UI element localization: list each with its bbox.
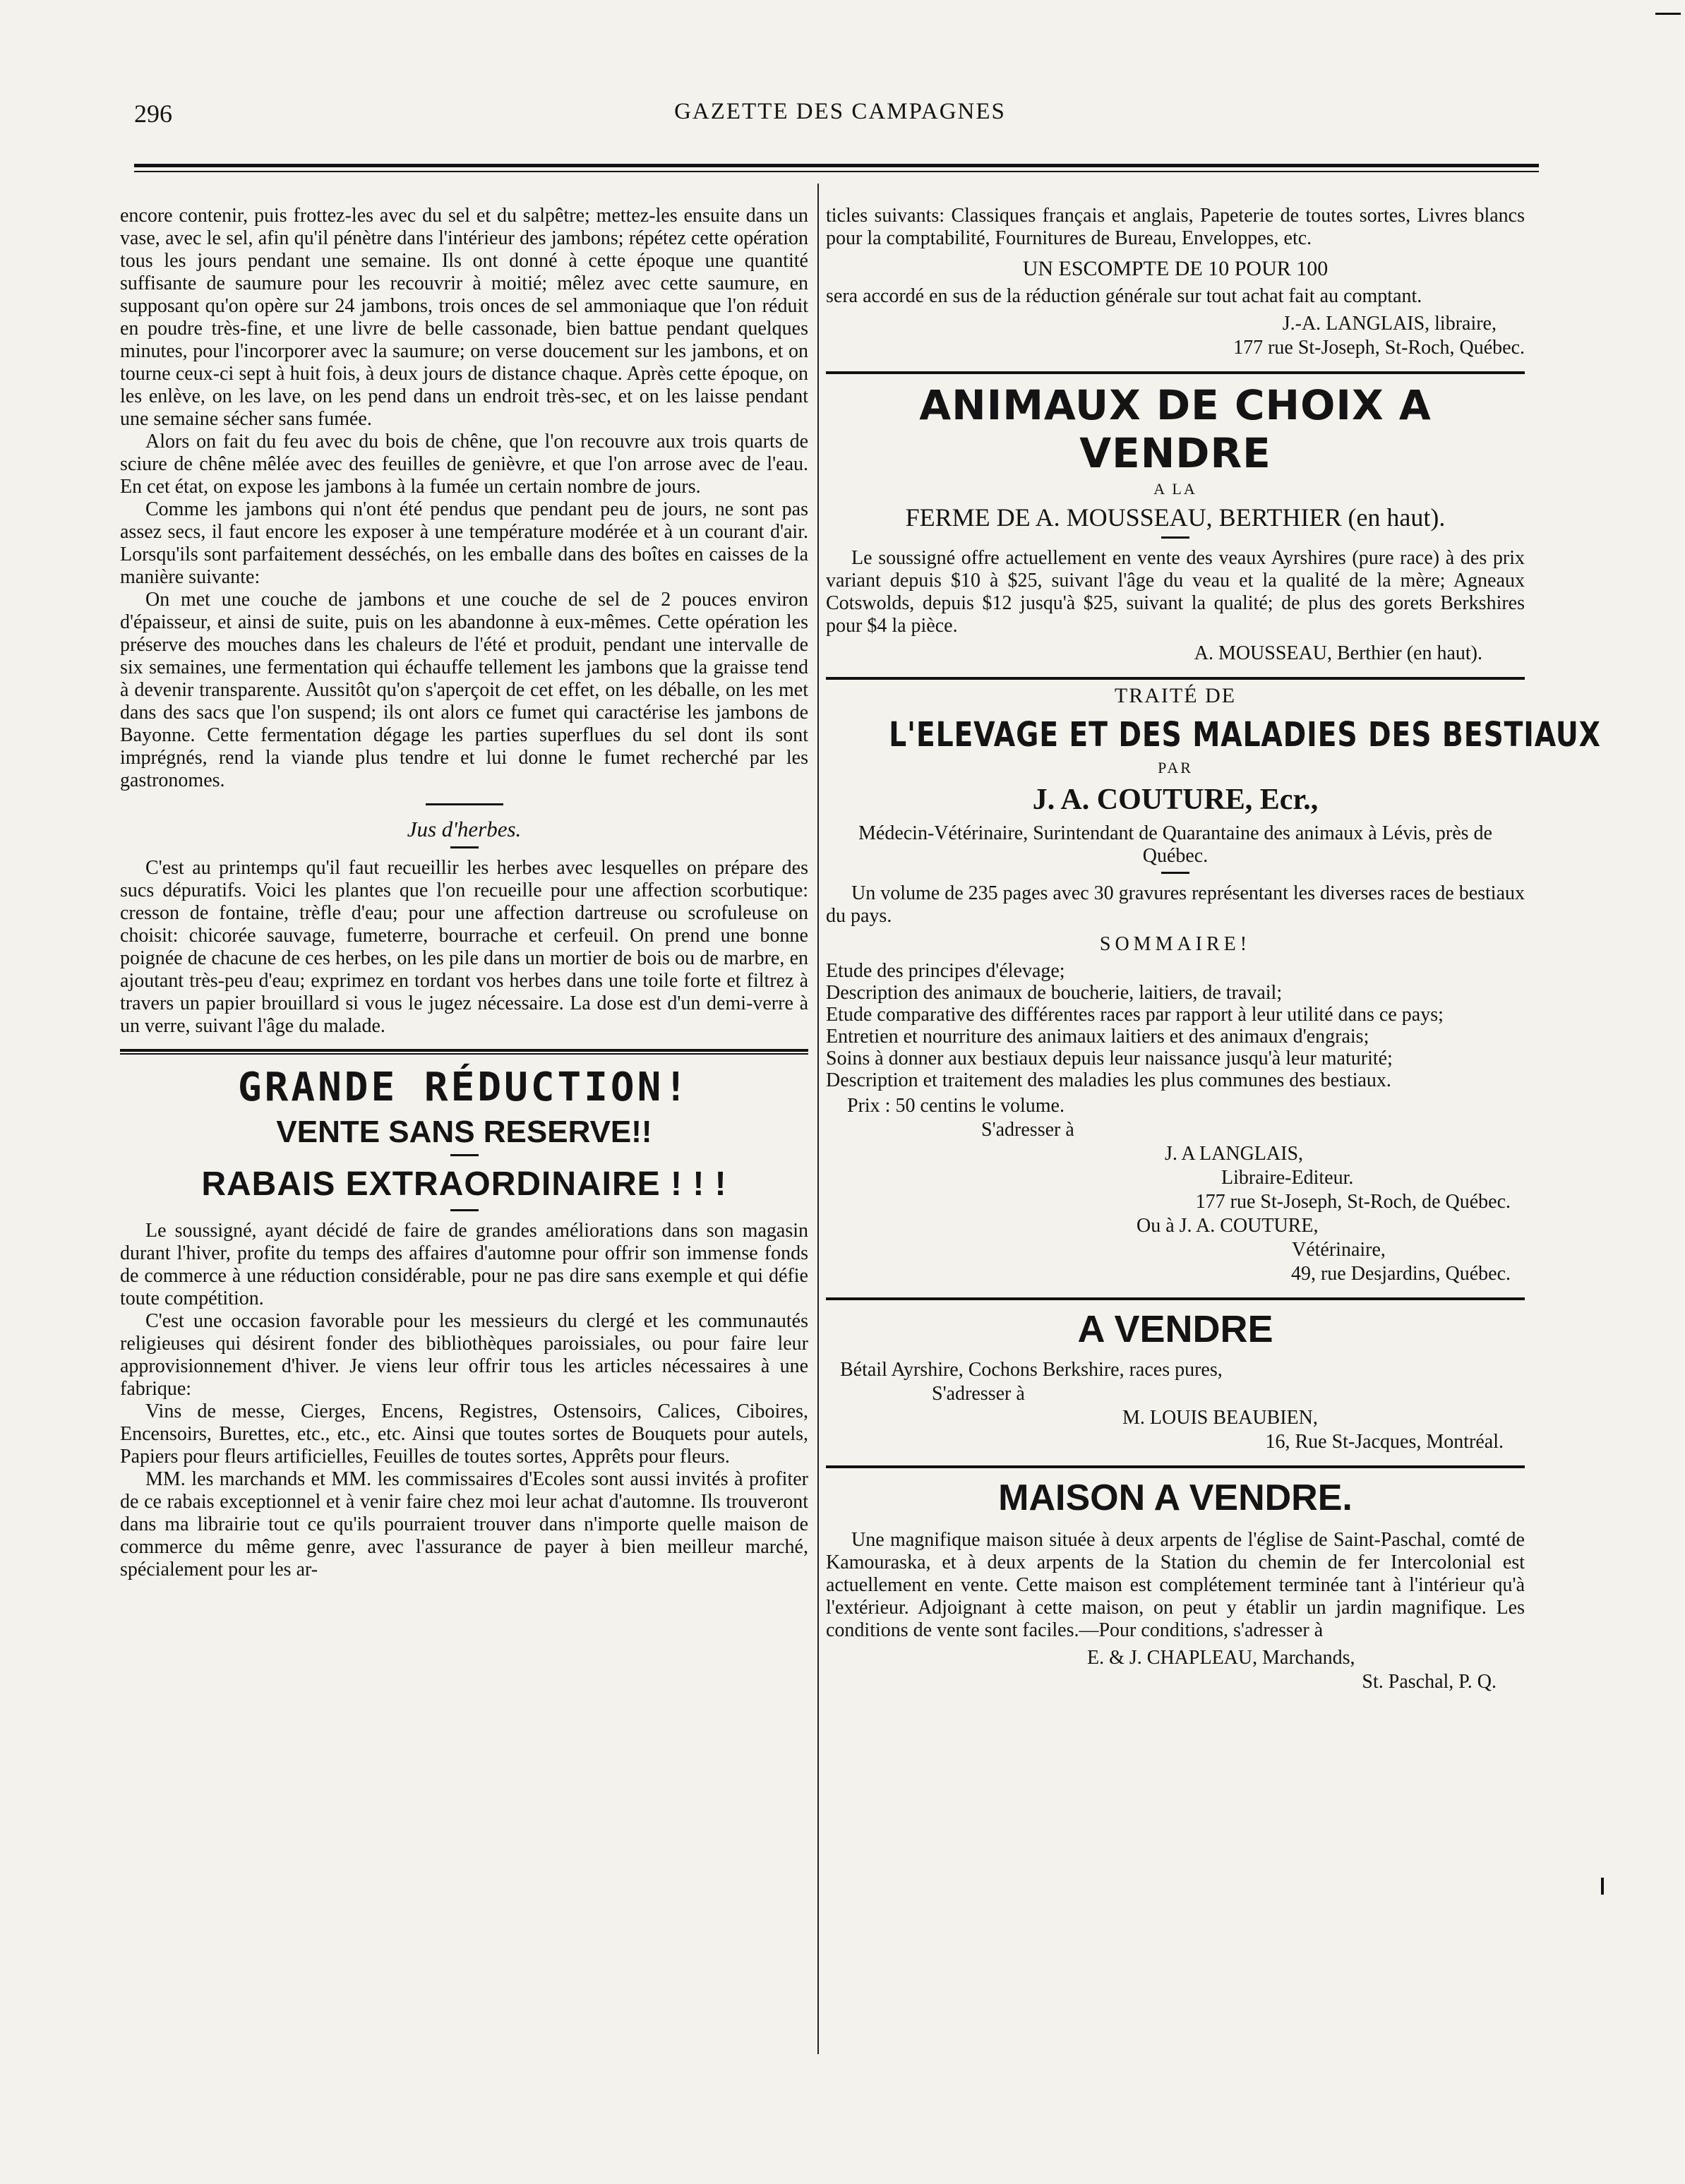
grande-reduction-dash	[450, 1154, 479, 1156]
traite-par: PAR	[1158, 759, 1193, 776]
animaux-a-la: A LA	[1153, 480, 1197, 498]
section-dash	[426, 803, 503, 805]
ham-paragraph-3: Comme les jambons qui n'ont été pendus que pendant peu de jours, ne sont pas assez secs, il faut encore les exposer à une température modérée et à un courant d'air. Lorsqu'ils sont parfaitement desséchés, on les emballe dans des boîtes en caisses de la manière suivante:	[120, 498, 808, 588]
traite-author-desc: Médecin-Vétérinaire, Surintendant de Quarantaine des animaux à Lévis, près de Québec.	[858, 822, 1492, 867]
continuation-text: ticles suivants: Classiques français et anglais, Papeterie de toutes sortes, Livres blancs pour la comptabilité, Fournitures de Bureau, Enveloppes, etc.	[826, 205, 1525, 249]
langlais-address: 177 rue St-Joseph, St-Roch, Québec.	[1233, 337, 1525, 359]
right-column	[826, 205, 1601, 1694]
traite-addr2-street: 49, rue Desjardins, Québec.	[1290, 1263, 1511, 1285]
sommaire-item: Soins à donner aux bestiaux depuis leur naissance jusqu'à leur maturité;	[826, 1048, 1393, 1069]
column-divider	[817, 184, 819, 2054]
sommaire-item: Etude des principes d'élevage;	[826, 960, 1065, 982]
traite-title: L'ELEVAGE ET DES MALADIES DES BESTIAUX	[889, 715, 1601, 755]
separator-rule	[826, 1297, 1525, 1300]
separator-rule	[120, 1049, 808, 1052]
separator-rule	[826, 1465, 1525, 1468]
sommaire-item: Etude comparative des différentes races par rapport à leur utilité dans ce pays;	[826, 1004, 1444, 1026]
running-title: GAZETTE DES CAMPAGNES	[674, 99, 1006, 124]
animaux-dash	[1161, 536, 1189, 539]
traite-volume: Un volume de 235 pages avec 30 gravures représentant les diverses races de bestiaux du pays.	[826, 882, 1525, 927]
margin-mark	[1601, 1878, 1604, 1895]
ham-paragraph-2: Alors on fait du feu avec du bois de chêne, que l'on recouvre aux trois quarts de sciure de chêne mêlée avec des feuilles de genièvre, et que l'on arrose avec de l'eau. En cet état, on expose les jambons à la fumée un certain nombre de jours.	[120, 431, 808, 498]
traite-addr1-name: J. A LANGLAIS,	[1165, 1143, 1304, 1165]
corner-mark	[1655, 13, 1681, 15]
maison-signature: E. & J. CHAPLEAU, Marchands,	[1087, 1647, 1355, 1669]
grande-reduction-subtitle: VENTE SANS RESERVE!!	[276, 1115, 652, 1149]
traite-kicker: TRAITÉ DE	[1114, 684, 1237, 707]
a-vendre-name: M. LOUIS BEAUBIEN,	[1122, 1407, 1318, 1429]
page-number: 296	[134, 100, 172, 128]
herbs-text: C'est au printemps qu'il faut recueillir les herbes avec lesquelles on prépare des sucs dépuratifs. Voici les plantes que l'on recueille pour une affection scorbutique: cresson de fontaine, trèfle d'eau; pour une affection dartreuse ou scrofuleuse on choisit: chicorée sauvage, fumeterre, bourrache et cerfeuil. On prend une bonne poignée de chacune de ces herbes, on les pile dans un mortier de bois ou de marbre, en ajoutant très-peu d'eau; exprimez en tordant vos herbes dans une toile forte et filtrez à travers un papier brouillard si vous le jugez nécessaire. La dose est d'un demi-verre à un verre, suivant l'âge du malade.	[120, 857, 808, 1037]
grande-reduction-headline: RABAIS EXTRAORDINAIRE ! ! !	[201, 1165, 727, 1203]
traite-author: J. A. COUTURE, Ecr.,	[1032, 784, 1319, 816]
a-vendre-text: Bétail Ayrshire, Cochons Berkshire, races pures,	[840, 1359, 1223, 1381]
reduction-paragraph-4: MM. les marchands et MM. les commissaires d'Ecoles sont aussi invités à profiter de ce rabais exceptionnel et à venir faire chez moi leur achat d'automne. Ils trouveront dans ma librairie tout ce qu'ils pourraient trouver dans n'importe quelle maison de commerce du même genre, avec l'assurance de payer à bien meilleur marché, spécialement pour les ar-	[120, 1468, 808, 1580]
traite-dash	[1161, 872, 1189, 874]
animaux-title: ANIMAUX DE CHOIX A VENDRE	[919, 381, 1432, 477]
animaux-farm: FERME DE A. MOUSSEAU, BERTHIER (en haut).	[905, 503, 1446, 532]
langlais-name: J.-A. LANGLAIS, libraire,	[1282, 313, 1497, 335]
maison-text: Une magnifique maison située à deux arpents de l'église de Saint-Paschal, comté de Kamouraska, et à deux arpents de la Station du chemin de fer Intercolonial est actuellement en vente. Cette maison est complétement terminée tant à l'intérieur qu'à l'extérieur. Adjoignant à cette maison, on peut y établir un jardin magnifique. Les conditions de vente sont faciles.—Pour conditions, s'adresser à	[826, 1529, 1525, 1641]
traite-addr2-title: Vétérinaire,	[1292, 1239, 1386, 1261]
reduction-paragraph-3: Vins de messe, Cierges, Encens, Registres, Ostensoirs, Calices, Ciboires, Encensoirs, Burettes, etc., etc., etc. Ainsi que toutes sortes de Bouquets pour autels, Papiers pour fleurs artificielles, Feuilles de toutes sortes, Apprêts pour fleurs.	[120, 1400, 808, 1468]
grande-reduction-dash-2	[450, 1209, 479, 1211]
traite-addr2-name: Ou à J. A. COUTURE,	[1137, 1215, 1319, 1237]
ham-paragraph-4: On met une couche de jambons et une couche de sel de 2 pouces environ d'épaisseur, et ainsi de suite, puis on les abandonne à eux-mêmes. Cette opération les préserve des mouches dans les chaleurs de l'été et produit, pendant une intervalle de six semaines, une fermentation qui échauffe tellement les jambons que la graisse tend à devenir transparente. Aussitôt qu'on s'aperçoit de cet effet, on les déballe, on les met dans des sacs que l'on suspend; ils ont alors ce fumet qui caractérise les jambons de Bayonne. Cette fermentation dégage les parties superflues du sel dont ils sont imprégnés, rend la viande plus tendre et lui donne le fumet recherché par les gastronomes.	[120, 589, 808, 791]
animaux-text: Le soussigné offre actuellement en vente des veaux Ayrshires (pure race) à des prix variant depuis $10 à $25, suivant l'âge du veau et la qualité de la mère; Agneaux Cotswolds, depuis $12 jusqu'à $25, suivant la qualité; de plus des gorets Berkshires pour $4 la pièce.	[826, 547, 1525, 637]
page-header	[134, 99, 1546, 134]
a-vendre-title: A VENDRE	[1077, 1308, 1273, 1350]
separator-rule	[826, 677, 1525, 680]
discount-line: UN ESCOMPTE DE 10 POUR 100	[1022, 257, 1329, 280]
traite-price: Prix : 50 centins le volume.	[847, 1095, 1065, 1117]
sommaire-item: Entretien et nourriture des animaux laitiers et des animaux d'engrais;	[826, 1026, 1369, 1048]
discount-text: sera accordé en sus de la réduction générale sur tout achat fait au comptant.	[826, 285, 1422, 307]
a-vendre-street: 16, Rue St-Jacques, Montréal.	[1265, 1431, 1504, 1453]
traite-address-intro: S'adresser à	[981, 1119, 1074, 1141]
herbs-title: Jus d'herbes.	[407, 817, 522, 841]
sommaire-item: Description des animaux de boucherie, laitiers, de travail;	[826, 982, 1283, 1004]
header-rule-thin	[134, 171, 1539, 172]
maison-title: MAISON A VENDRE.	[998, 1477, 1353, 1518]
reduction-paragraph-1: Le soussigné, ayant décidé de faire de grandes améliorations dans son magasin durant l'hiver, profite du temps des affaires d'automne pour offrir son immense fonds de commerce à une réduction considérable, pour ne pas dire sans exemple et qui défie toute compétition.	[120, 1220, 808, 1309]
grande-reduction-title: GRANDE RÉDUCTION!	[237, 1064, 691, 1110]
herbs-dash	[450, 846, 479, 848]
sommaire-title: SOMMAIRE!	[1099, 933, 1252, 955]
traite-addr1-title: Libraire-Editeur.	[1221, 1167, 1354, 1189]
a-vendre-address-intro: S'adresser à	[932, 1383, 1025, 1405]
ham-paragraph-1: encore contenir, puis frottez-les avec du sel et du salpêtre; mettez-les ensuite dans un vase, avec le sel, afin qu'il pénètre dans l'intérieur des jambons; répétez cette opération tous les jours pendant une semaine. Ils ont donné à cette époque une quantité suffisante de saumure pour les recouvrir à moitié; mêlez avec cette saumure, en supposant qu'on opère sur 24 jambons, trois onces de sel ammoniaque que l'on réduit en poudre très-fine, et une livre de belle cassonade, bien battue pendant quelques minutes, pour l'incorporer avec la saumure; on verse doucement sur les jambons, et on tourne ceux-ci sept à huit fois, à deux jours de distance chaque. Après cette époque, on les enlève, on les lave, on les pend dans un endroit très-sec, et on les laisse pendant une semaine sécher sans fumée.	[120, 205, 808, 430]
animaux-signature: A. MOUSSEAU, Berthier (en haut).	[1194, 642, 1482, 664]
separator-rule	[826, 371, 1525, 374]
left-column	[120, 205, 808, 1581]
sommaire-item: Description et traitement des maladies les plus communes des bestiaux.	[826, 1069, 1391, 1091]
reduction-paragraph-2: C'est une occasion favorable pour les messieurs du clergé et les communautés religieuses qui désirent fonder des bibliothèques paroissiales, ou pour faire leur approvisionnement d'hiver. Je viens leur offrir tous les articles nécessaires à une fabrique:	[120, 1310, 808, 1400]
header-rule-thick	[134, 164, 1539, 167]
separator-rule-thin	[120, 1053, 808, 1055]
maison-place: St. Paschal, P. Q.	[1362, 1671, 1497, 1693]
traite-addr1-street: 177 rue St-Joseph, St-Roch, de Québec.	[1195, 1191, 1511, 1213]
